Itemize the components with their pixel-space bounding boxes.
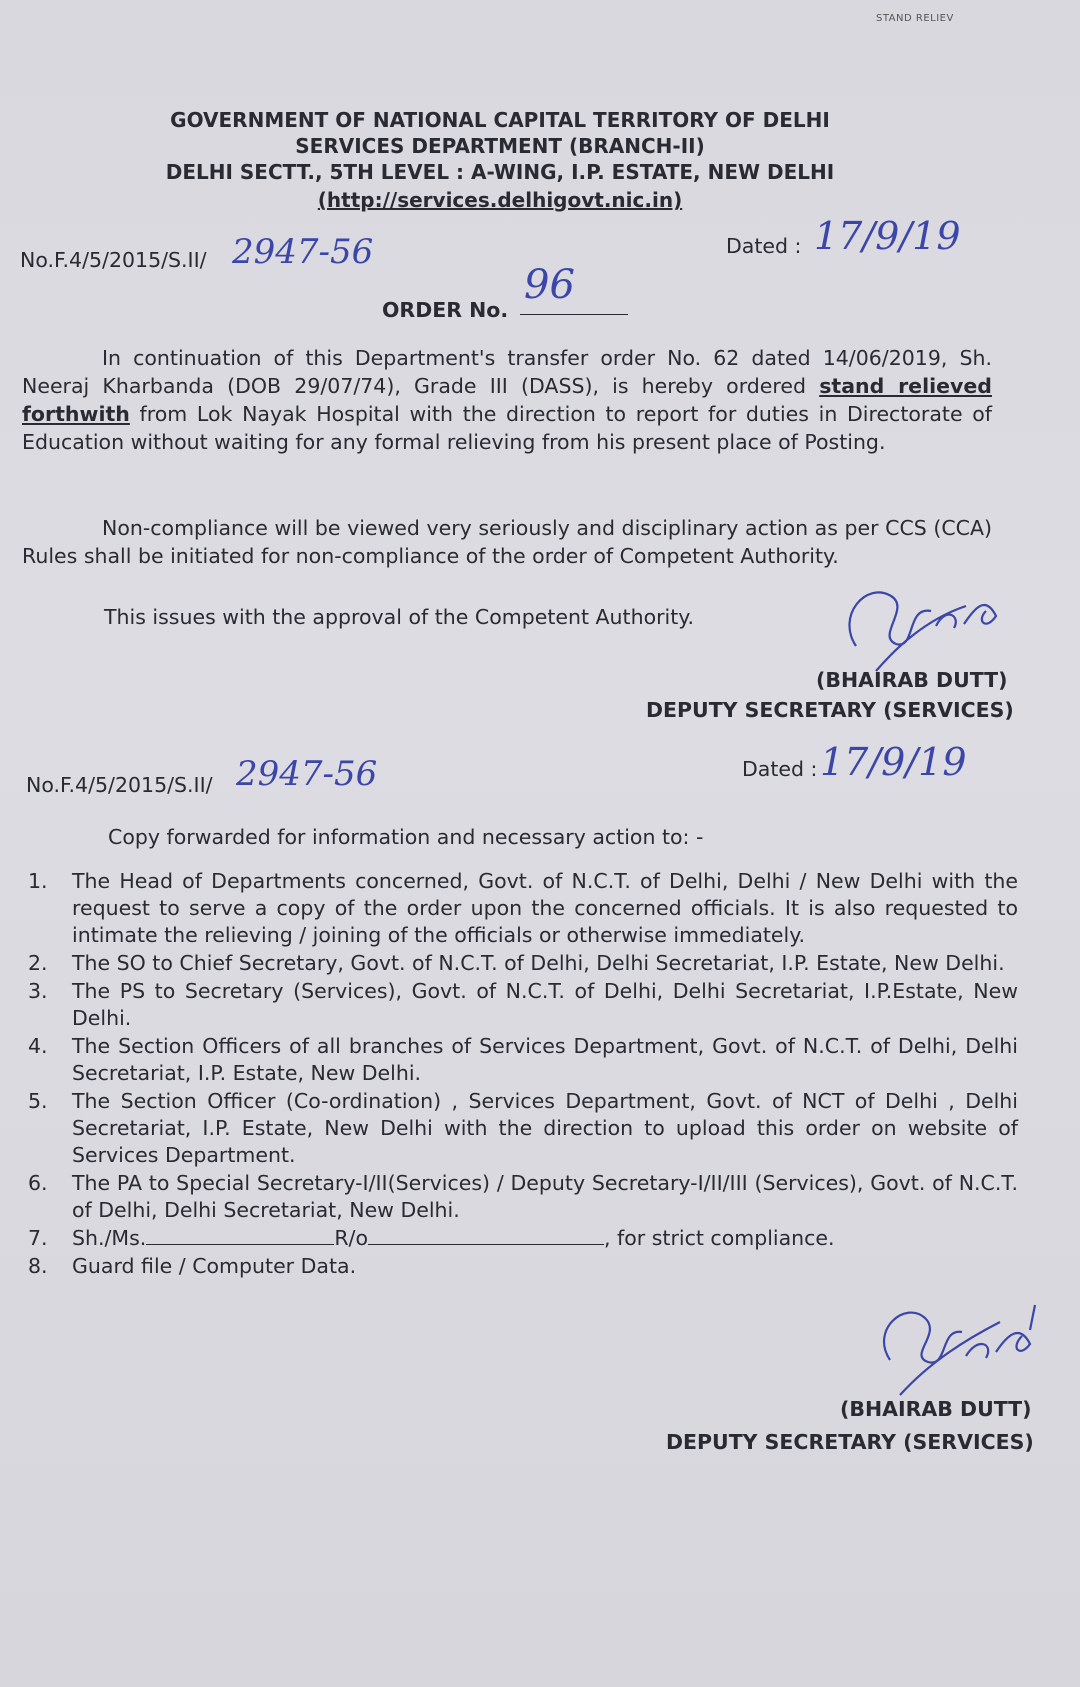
signatory-2-name: (BHAIRAB DUTT) — [840, 1397, 1032, 1421]
order-file-number-handwritten: 2947-56 — [232, 232, 374, 272]
list-item: 1. The Head of Departments concerned, Govt. of N.C.T. of Delhi, Delhi / New Delhi with the request to serve a copy of the order upon the concerned officials. It is also requested to intimate the relieving / joining of the officials or otherwise immediately. — [28, 869, 1018, 947]
header-department: SERVICES DEPARTMENT (BRANCH-II) — [295, 134, 705, 158]
order-dated-handwritten: 17/9/19 — [814, 214, 961, 258]
order-number-line — [520, 314, 628, 315]
header-url: (http://services.delhigovt.nic.in) — [317, 188, 683, 212]
signatory-1-name: (BHAIRAB DUTT) — [816, 668, 1008, 692]
order-paragraph-2: Non-compliance will be viewed very seriously and disciplinary action as per CCS (CCA) Rules shall be initiated for non-compliance of the order of Competent Authority. — [22, 516, 992, 568]
order-number-handwritten: 96 — [524, 262, 575, 308]
list-item: 5. The Section Officer (Co-ordination) , Services Department, Govt. of NCT of Delhi , Delhi Secretariat, I.P. Estate, New Delhi with the direction to upload this order on website of Services Department. — [28, 1089, 1018, 1167]
list-item: 3. The PS to Secretary (Services), Govt. of N.C.T. of Delhi, Delhi Secretariat, I.P.Estate, New Delhi. — [28, 979, 1018, 1030]
stand-relieved-emphasis: stand relieved forthwith — [22, 374, 992, 426]
copy-file-number-handwritten: 2947-56 — [236, 754, 378, 794]
order-paragraph-3: This issues with the approval of the Competent Authority. — [104, 605, 695, 629]
address-blank — [368, 1226, 604, 1245]
distribution-list — [28, 868, 1018, 1281]
header-government: GOVERNMENT OF NATIONAL CAPITAL TERRITORY OF DELHI — [170, 108, 830, 132]
file-number-prefix: No.F.4/5/2015/S.II/ — [20, 248, 207, 272]
order-number-label: ORDER No. — [382, 298, 509, 322]
header-address: DELHI SECTT., 5TH LEVEL : A-WING, I.P. ESTATE, NEW DELHI — [165, 160, 835, 184]
copy-dated-handwritten: 17/9/19 — [820, 740, 967, 784]
order-file-number — [20, 248, 207, 272]
list-item: 6. The PA to Special Secretary-I/II(Services) / Deputy Secretary-I/II/III (Services), Govt. of N.C.T. of Delhi, Delhi Secretariat, New Delhi. — [28, 1171, 1018, 1222]
name-blank — [146, 1226, 334, 1245]
signature-2-icon — [870, 1300, 1050, 1400]
copy-file-number: No.F.4/5/2015/S.II/ — [26, 773, 213, 797]
signatory-1-title: DEPUTY SECRETARY (SERVICES) — [646, 698, 1014, 722]
corner-tag: STAND RELIEV — [876, 13, 954, 24]
list-item: 2. The SO to Chief Secretary, Govt. of N.C.T. of Delhi, Delhi Secretariat, I.P. Estate, New Delhi. — [28, 951, 1005, 975]
signature-1-icon — [836, 576, 1016, 676]
signatory-2-title: DEPUTY SECRETARY (SERVICES) — [666, 1430, 1034, 1454]
copy-intro: Copy forwarded for information and necessary action to: - — [108, 825, 704, 849]
list-item: 7. Sh./Ms. R/o , for strict compliance. — [28, 1226, 835, 1250]
list-item: 8. Guard file / Computer Data. — [28, 1254, 357, 1278]
order-paragraph-1: In continuation of this Department's transfer order No. 62 dated 14/06/2019, Sh. Neeraj Kharbanda (DOB 29/07/74), Grade III (DASS), is hereby ordered stand relieved forthwith from Lok Nayak Hospital with the direction to report for duties in Directorate of Education without waiting for any formal relieving from his present place of Posting. — [22, 346, 992, 454]
list-item: 4. The Section Officers of all branches of Services Department, Govt. of N.C.T. of Delhi, Delhi Secretariat, I.P. Estate, New Delhi. — [28, 1034, 1018, 1085]
order-dated-label: Dated : — [726, 234, 802, 258]
copy-dated-label: Dated : — [742, 757, 818, 781]
